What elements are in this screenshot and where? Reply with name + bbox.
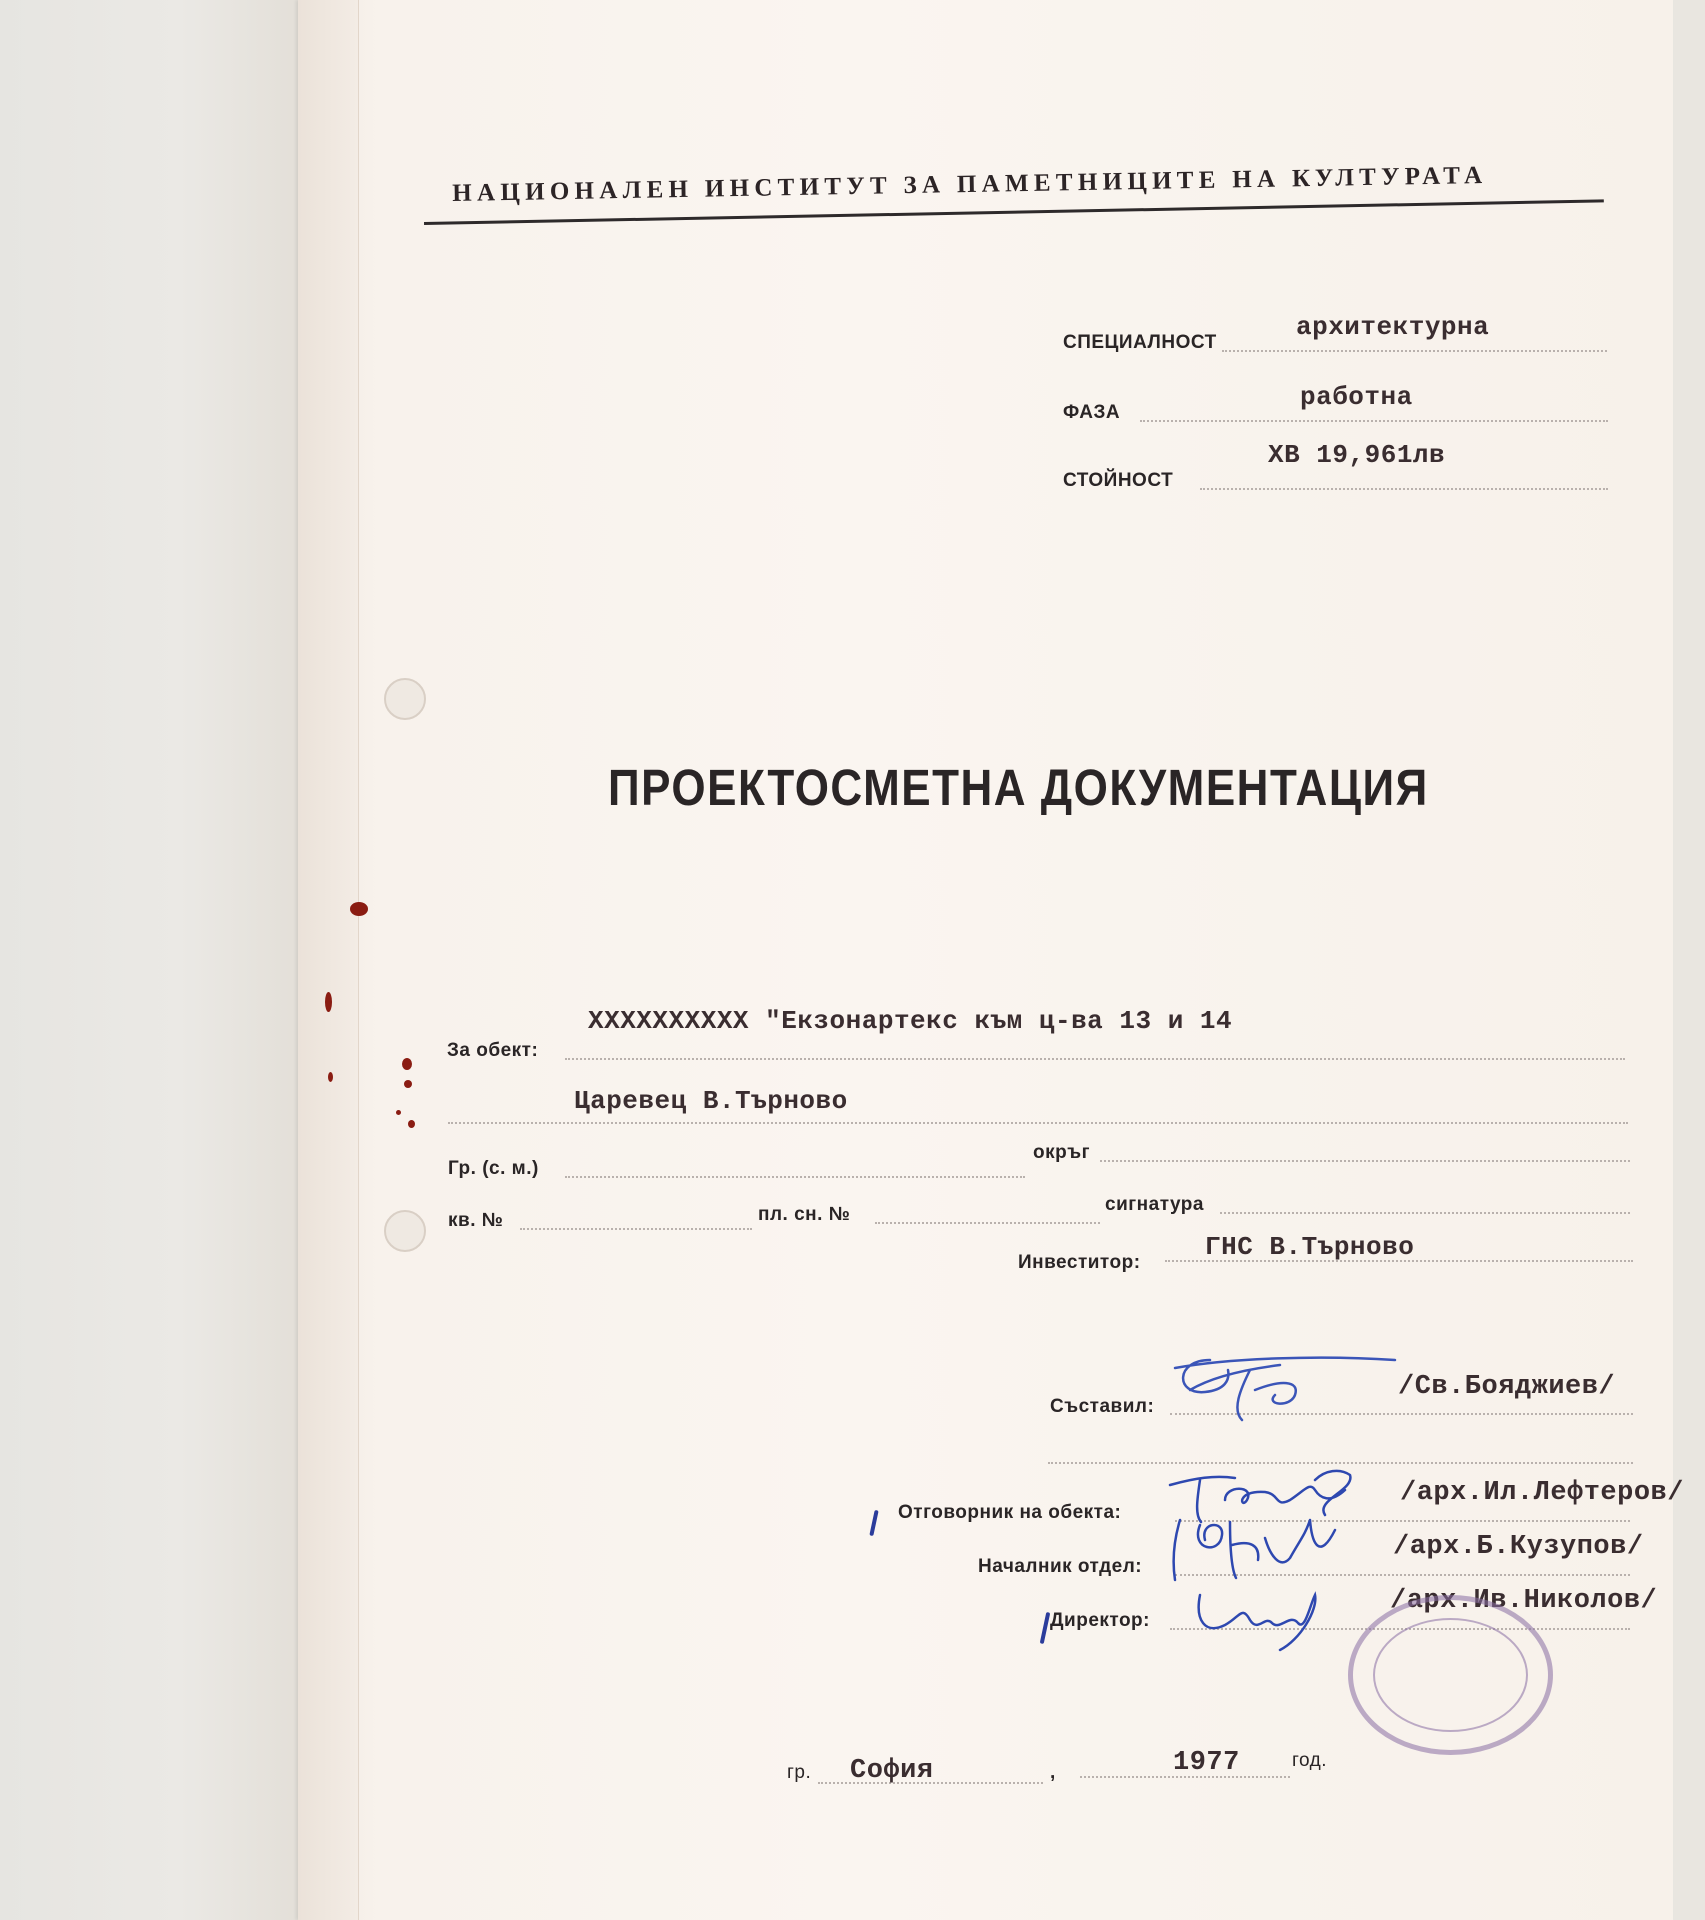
phase-dotted-line <box>1140 420 1608 422</box>
footer-year-label: год. <box>1292 1750 1328 1771</box>
rust-stain <box>325 992 332 1012</box>
rust-stain <box>396 1110 401 1115</box>
compiled-by-value: /Св.Бояджиев/ <box>1398 1372 1616 1402</box>
footer-city-label: гр. <box>787 1762 812 1783</box>
rust-stain <box>408 1120 415 1128</box>
cost-dotted-line <box>1200 488 1608 490</box>
specialty-label: СПЕЦИАЛНОСТ <box>1063 332 1217 353</box>
compiled-by-label: Съставил: <box>1050 1396 1155 1417</box>
specialty-dotted-line <box>1222 350 1607 352</box>
responsible-label: Отговорник на обекта: <box>898 1502 1122 1523</box>
director-signature <box>1180 1565 1350 1655</box>
block-label: кв. № <box>448 1210 504 1231</box>
object-value-line2: Царевец В.Търново <box>574 1086 848 1116</box>
town-label: Гр. (с. м.) <box>448 1158 539 1179</box>
department-head-label: Началник отдел: <box>978 1556 1143 1577</box>
footer-city-value: София <box>850 1756 934 1786</box>
footer-separator: , <box>1050 1762 1056 1783</box>
investor-value: ГНС В.Търново <box>1205 1232 1415 1262</box>
punch-hole <box>384 1210 426 1252</box>
plot-dotted-line <box>875 1222 1100 1224</box>
department-head-value: /арх.Б.Кузупов/ <box>1393 1532 1644 1562</box>
rust-stain <box>402 1058 412 1070</box>
director-label: Директор: <box>1050 1610 1150 1631</box>
phase-label: ФАЗА <box>1063 402 1121 423</box>
compiled-by-signature <box>1170 1350 1400 1430</box>
rust-stain <box>328 1072 333 1082</box>
object-dotted-line-1 <box>565 1058 1625 1060</box>
rust-stain <box>404 1080 412 1088</box>
scanner-background <box>0 0 300 1920</box>
district-label: окръг <box>1033 1142 1090 1163</box>
district-dotted-line <box>1100 1160 1630 1162</box>
specialty-value: архитектурна <box>1296 312 1490 342</box>
punch-hole <box>384 678 426 720</box>
director-value: /арх.Ив.Николов/ <box>1390 1586 1658 1616</box>
investor-label: Инвеститор: <box>1018 1252 1141 1273</box>
round-stamp <box>1348 1595 1553 1755</box>
plot-label: пл. сн. № <box>758 1204 851 1225</box>
rust-stain <box>350 902 368 916</box>
signature-code-dotted-line <box>1220 1212 1630 1214</box>
responsible-value: /арх.Ил.Лефтеров/ <box>1400 1478 1684 1508</box>
object-label: За обект: <box>447 1040 539 1061</box>
object-dotted-line-2 <box>448 1122 1628 1124</box>
binding-strip <box>298 0 359 1920</box>
block-dotted-line <box>520 1228 752 1230</box>
institute-name: НАЦИОНАЛЕН ИНСТИТУТ ЗА ПАМЕТНИЦИТЕ НА КУЛТУРАТА <box>452 161 1488 207</box>
town-dotted-line <box>565 1176 1025 1178</box>
object-value-line1: XXXXXXXXXX "Екзонартекс към ц-ва 13 и 14 <box>588 1006 1233 1036</box>
signature-code-label: сигнатура <box>1105 1194 1204 1215</box>
cost-label: СТОЙНОСТ <box>1063 470 1174 491</box>
footer-year-value: 1977 <box>1173 1748 1240 1778</box>
phase-value: работна <box>1300 382 1413 412</box>
cost-value: XB 19,961лв <box>1268 440 1446 470</box>
document-title: ПРОЕКТОСМЕТНА ДОКУМЕНТАЦИЯ <box>608 760 1429 817</box>
